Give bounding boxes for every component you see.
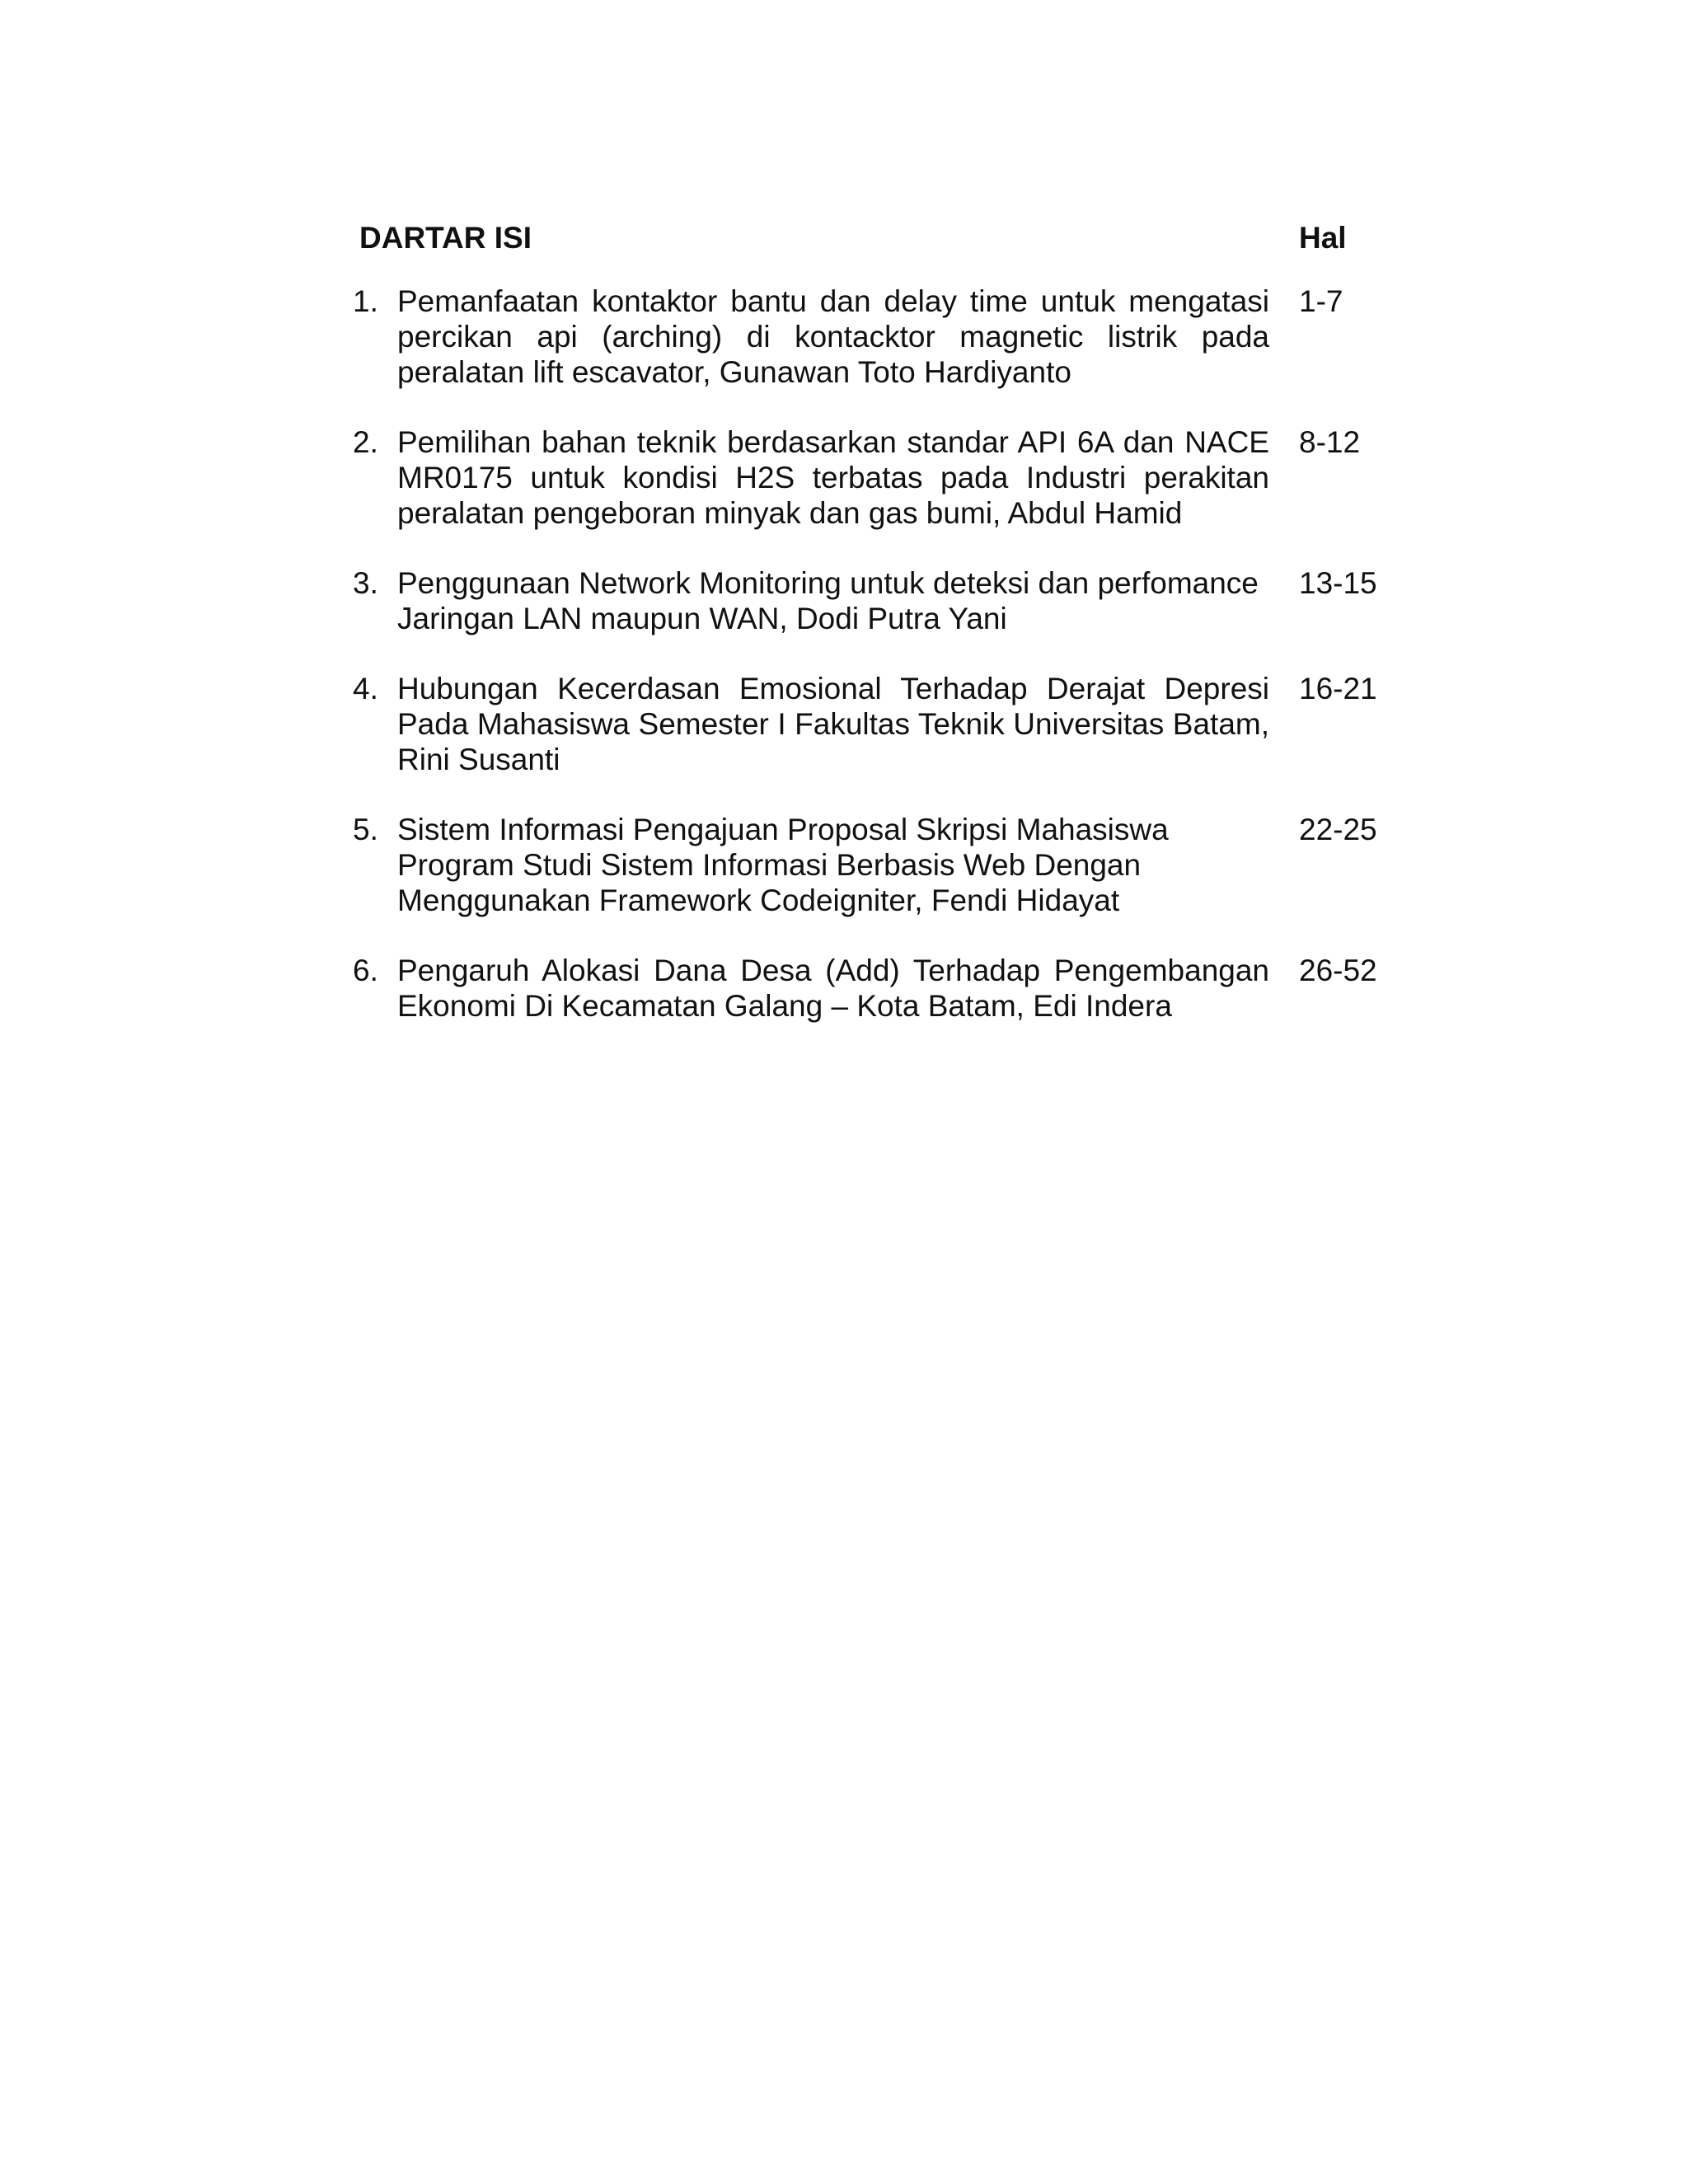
toc-entry-number: 2. <box>353 425 378 459</box>
toc-entry-page: 8-12 <box>1299 425 1361 459</box>
toc-entry-title: Pengaruh Alokasi Dana Desa (Add) Terhadap Pengembangan Ekonomi Di Kecamatan Galang – Kota Batam, Edi Indera <box>397 954 1269 1023</box>
toc-entry-number: 1. <box>353 284 378 318</box>
toc-title: DARTAR ISI <box>359 221 532 255</box>
toc-header <box>353 218 1416 259</box>
toc-entries <box>353 284 1416 1024</box>
toc-entry-number: 6. <box>353 954 378 987</box>
toc-entry-page: 1-7 <box>1299 284 1343 318</box>
toc-entry-4 <box>353 671 1416 777</box>
toc-entry-number: 5. <box>353 813 378 846</box>
toc-entry-page: 16-21 <box>1299 672 1377 705</box>
toc-entry-number: 4. <box>353 672 378 705</box>
toc-entry-title: Penggunaan Network Monitoring untuk deteksi dan perfomance Jaringan LAN maupun WAN, Dodi Putra Yani <box>397 566 1259 635</box>
toc-entry-page: 22-25 <box>1299 813 1377 846</box>
toc-entry-title: Pemanfaatan kontaktor bantu dan delay time untuk mengatasi percikan api (arching) di kontacktor magnetic listrik pada peralatan lift escavator, Gunawan Toto Hardiyanto <box>397 284 1269 389</box>
toc-entry-page: 26-52 <box>1299 954 1377 987</box>
toc-entry-number: 3. <box>353 566 378 600</box>
table-of-contents <box>353 218 1416 1058</box>
toc-entry-2 <box>353 424 1416 531</box>
toc-entry-6 <box>353 953 1416 1024</box>
toc-entry-title: Sistem Informasi Pengajuan Proposal Skripsi Mahasiswa Program Studi Sistem Informasi Berbasis Web Dengan Menggunakan Framework Codeigniter, Fendi Hidayat <box>397 813 1169 917</box>
toc-page-column-header: Hal <box>1299 221 1347 255</box>
toc-entry-page: 13-15 <box>1299 566 1377 600</box>
toc-entry-1 <box>353 284 1416 390</box>
toc-entry-3 <box>353 565 1416 636</box>
toc-entry-title: Hubungan Kecerdasan Emosional Terhadap Derajat Depresi Pada Mahasiswa Semester I Fakultas Teknik Universitas Batam, Rini Susanti <box>397 672 1269 776</box>
toc-entry-title: Pemilihan bahan teknik berdasarkan standar API 6A dan NACE MR0175 untuk kondisi H2S terbatas pada Industri perakitan peralatan pengeboran minyak dan gas bumi, Abdul Hamid <box>397 425 1269 530</box>
toc-entry-5 <box>353 812 1416 918</box>
